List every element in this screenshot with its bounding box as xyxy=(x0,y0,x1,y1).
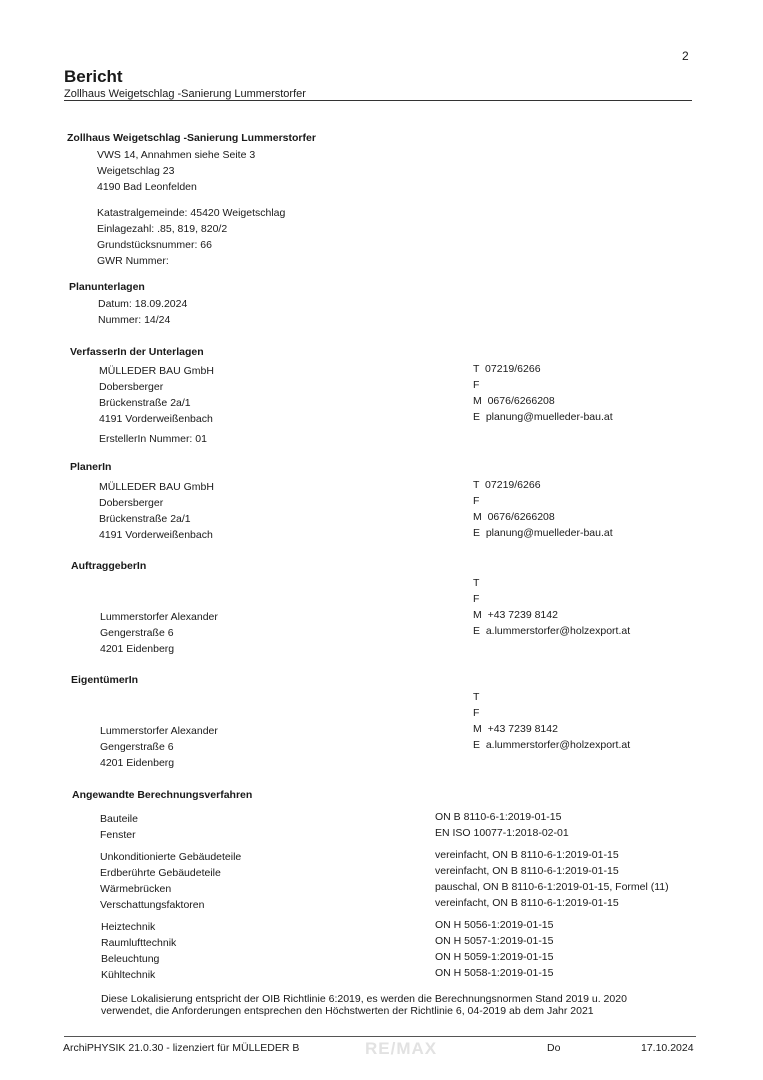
planner-contact: T 07219/6266 xyxy=(473,479,541,491)
client-line: 4201 Eidenberg xyxy=(100,643,175,655)
footer-date: 17.10.2024 xyxy=(641,1042,694,1054)
method-value: vereinfacht, ON B 8110-6-1:2019-01-15 xyxy=(435,865,619,877)
method-label: Verschattungsfaktoren xyxy=(100,899,205,911)
author-contact: M 0676/6266208 xyxy=(473,395,555,407)
cadastral-line: Katastralgemeinde: 45420 Weigetschlag xyxy=(97,207,286,219)
owner-heading: EigentümerIn xyxy=(71,674,139,686)
method-value: ON B 8110-6-1:2019-01-15 xyxy=(435,811,562,823)
footer-divider xyxy=(64,1036,696,1037)
planner-line: MÜLLEDER BAU GmbH xyxy=(99,481,214,493)
planner-contact: F xyxy=(473,495,480,507)
cadastral-line: Einlagezahl: .85, 819, 820/2 xyxy=(97,223,228,235)
project-address-line: 4190 Bad Leonfelden xyxy=(97,181,197,193)
owner-contact: E a.lummerstorfer@holzexport.at xyxy=(473,739,631,751)
author-contact: E planung@muelleder-bau.at xyxy=(473,411,613,423)
author-line: 4191 Vorderweißenbach xyxy=(99,413,213,425)
planner-line: Dobersberger xyxy=(99,497,164,509)
footer-day: Do xyxy=(547,1042,561,1054)
client-line: Lummerstorfer Alexander xyxy=(100,611,218,623)
planner-heading: PlanerIn xyxy=(70,461,112,473)
client-contact: E a.lummerstorfer@holzexport.at xyxy=(473,625,631,637)
method-value: ON H 5058-1:2019-01-15 xyxy=(435,967,554,979)
watermark-logo: RE/MAX xyxy=(365,1039,438,1058)
method-value: vereinfacht, ON B 8110-6-1:2019-01-15 xyxy=(435,897,619,909)
method-label: Fenster xyxy=(100,829,136,841)
author-heading: VerfasserIn der Unterlagen xyxy=(70,346,204,358)
method-label: Kühltechnik xyxy=(101,969,156,981)
client-contact: F xyxy=(473,593,480,605)
owner-contact: T xyxy=(473,691,480,703)
owner-line: Gengerstraße 6 xyxy=(100,741,174,753)
method-label: Bauteile xyxy=(100,813,138,825)
method-label: Heiztechnik xyxy=(101,921,156,933)
author-line: Brückenstraße 2a/1 xyxy=(99,397,191,409)
methods-note: Diese Lokalisierung entspricht der OIB Richtlinie 6:2019, es werden die Berechnungsnormen Stand 2019 u. 2020 verwendet, die Anforderungen entsprechen den Höchstwerten der Richtlinie 6, 04-2019 ab dem Jahr 2021 xyxy=(101,993,627,1017)
author-creator-number: ErstellerIn Nummer: 01 xyxy=(99,433,207,445)
document-title: Bericht xyxy=(64,67,123,86)
author-line: Dobersberger xyxy=(99,381,164,393)
method-value: ON H 5059-1:2019-01-15 xyxy=(435,951,554,963)
method-value: pauschal, ON B 8110-6-1:2019-01-15, Formel (11) xyxy=(435,881,669,893)
project-address-line: Weigetschlag 23 xyxy=(97,165,175,177)
owner-line: 4201 Eidenberg xyxy=(100,757,175,769)
author-contact: F xyxy=(473,379,480,391)
plans-line: Datum: 18.09.2024 xyxy=(98,298,188,310)
planner-contact: E planung@muelleder-bau.at xyxy=(473,527,613,539)
client-contact: T xyxy=(473,577,480,589)
method-value: EN ISO 10077-1:2018-02-01 xyxy=(435,827,569,839)
client-line: Gengerstraße 6 xyxy=(100,627,174,639)
cadastral-line: Grundstücksnummer: 66 xyxy=(97,239,212,251)
method-label: Erdberührte Gebäudeteile xyxy=(100,867,221,879)
owner-contact: M +43 7239 8142 xyxy=(473,723,558,735)
planner-contact: M 0676/6266208 xyxy=(473,511,555,523)
method-label: Unkonditionierte Gebäudeteile xyxy=(100,851,242,863)
planner-line: 4191 Vorderweißenbach xyxy=(99,529,213,541)
method-value: ON H 5056-1:2019-01-15 xyxy=(435,919,554,931)
author-line: MÜLLEDER BAU GmbH xyxy=(99,365,214,377)
methods-heading: Angewandte Berechnungsverfahren xyxy=(72,789,253,801)
footer-software: ArchiPHYSIK 21.0.30 - lizenziert für MÜLLEDER B xyxy=(63,1042,300,1054)
owner-line: Lummerstorfer Alexander xyxy=(100,725,218,737)
client-heading: AuftraggeberIn xyxy=(71,560,147,572)
header-divider xyxy=(64,100,692,101)
page-number: 2 xyxy=(682,49,689,63)
project-address-line: VWS 14, Annahmen siehe Seite 3 xyxy=(97,149,256,161)
cadastral-line: GWR Nummer: xyxy=(97,255,169,267)
owner-contact: F xyxy=(473,707,480,719)
method-value: vereinfacht, ON B 8110-6-1:2019-01-15 xyxy=(435,849,619,861)
planner-line: Brückenstraße 2a/1 xyxy=(99,513,191,525)
client-contact: M +43 7239 8142 xyxy=(473,609,558,621)
method-label: Beleuchtung xyxy=(101,953,160,965)
plans-line: Nummer: 14/24 xyxy=(98,314,171,326)
author-contact: T 07219/6266 xyxy=(473,363,541,375)
method-value: ON H 5057-1:2019-01-15 xyxy=(435,935,554,947)
method-label: Raumlufttechnik xyxy=(101,937,177,949)
document-subtitle: Zollhaus Weigetschlag -Sanierung Lummerstorfer xyxy=(64,88,306,100)
project-heading: Zollhaus Weigetschlag -Sanierung Lummerstorfer xyxy=(67,132,316,144)
method-label: Wärmebrücken xyxy=(100,883,172,895)
plans-heading: Planunterlagen xyxy=(69,281,145,293)
